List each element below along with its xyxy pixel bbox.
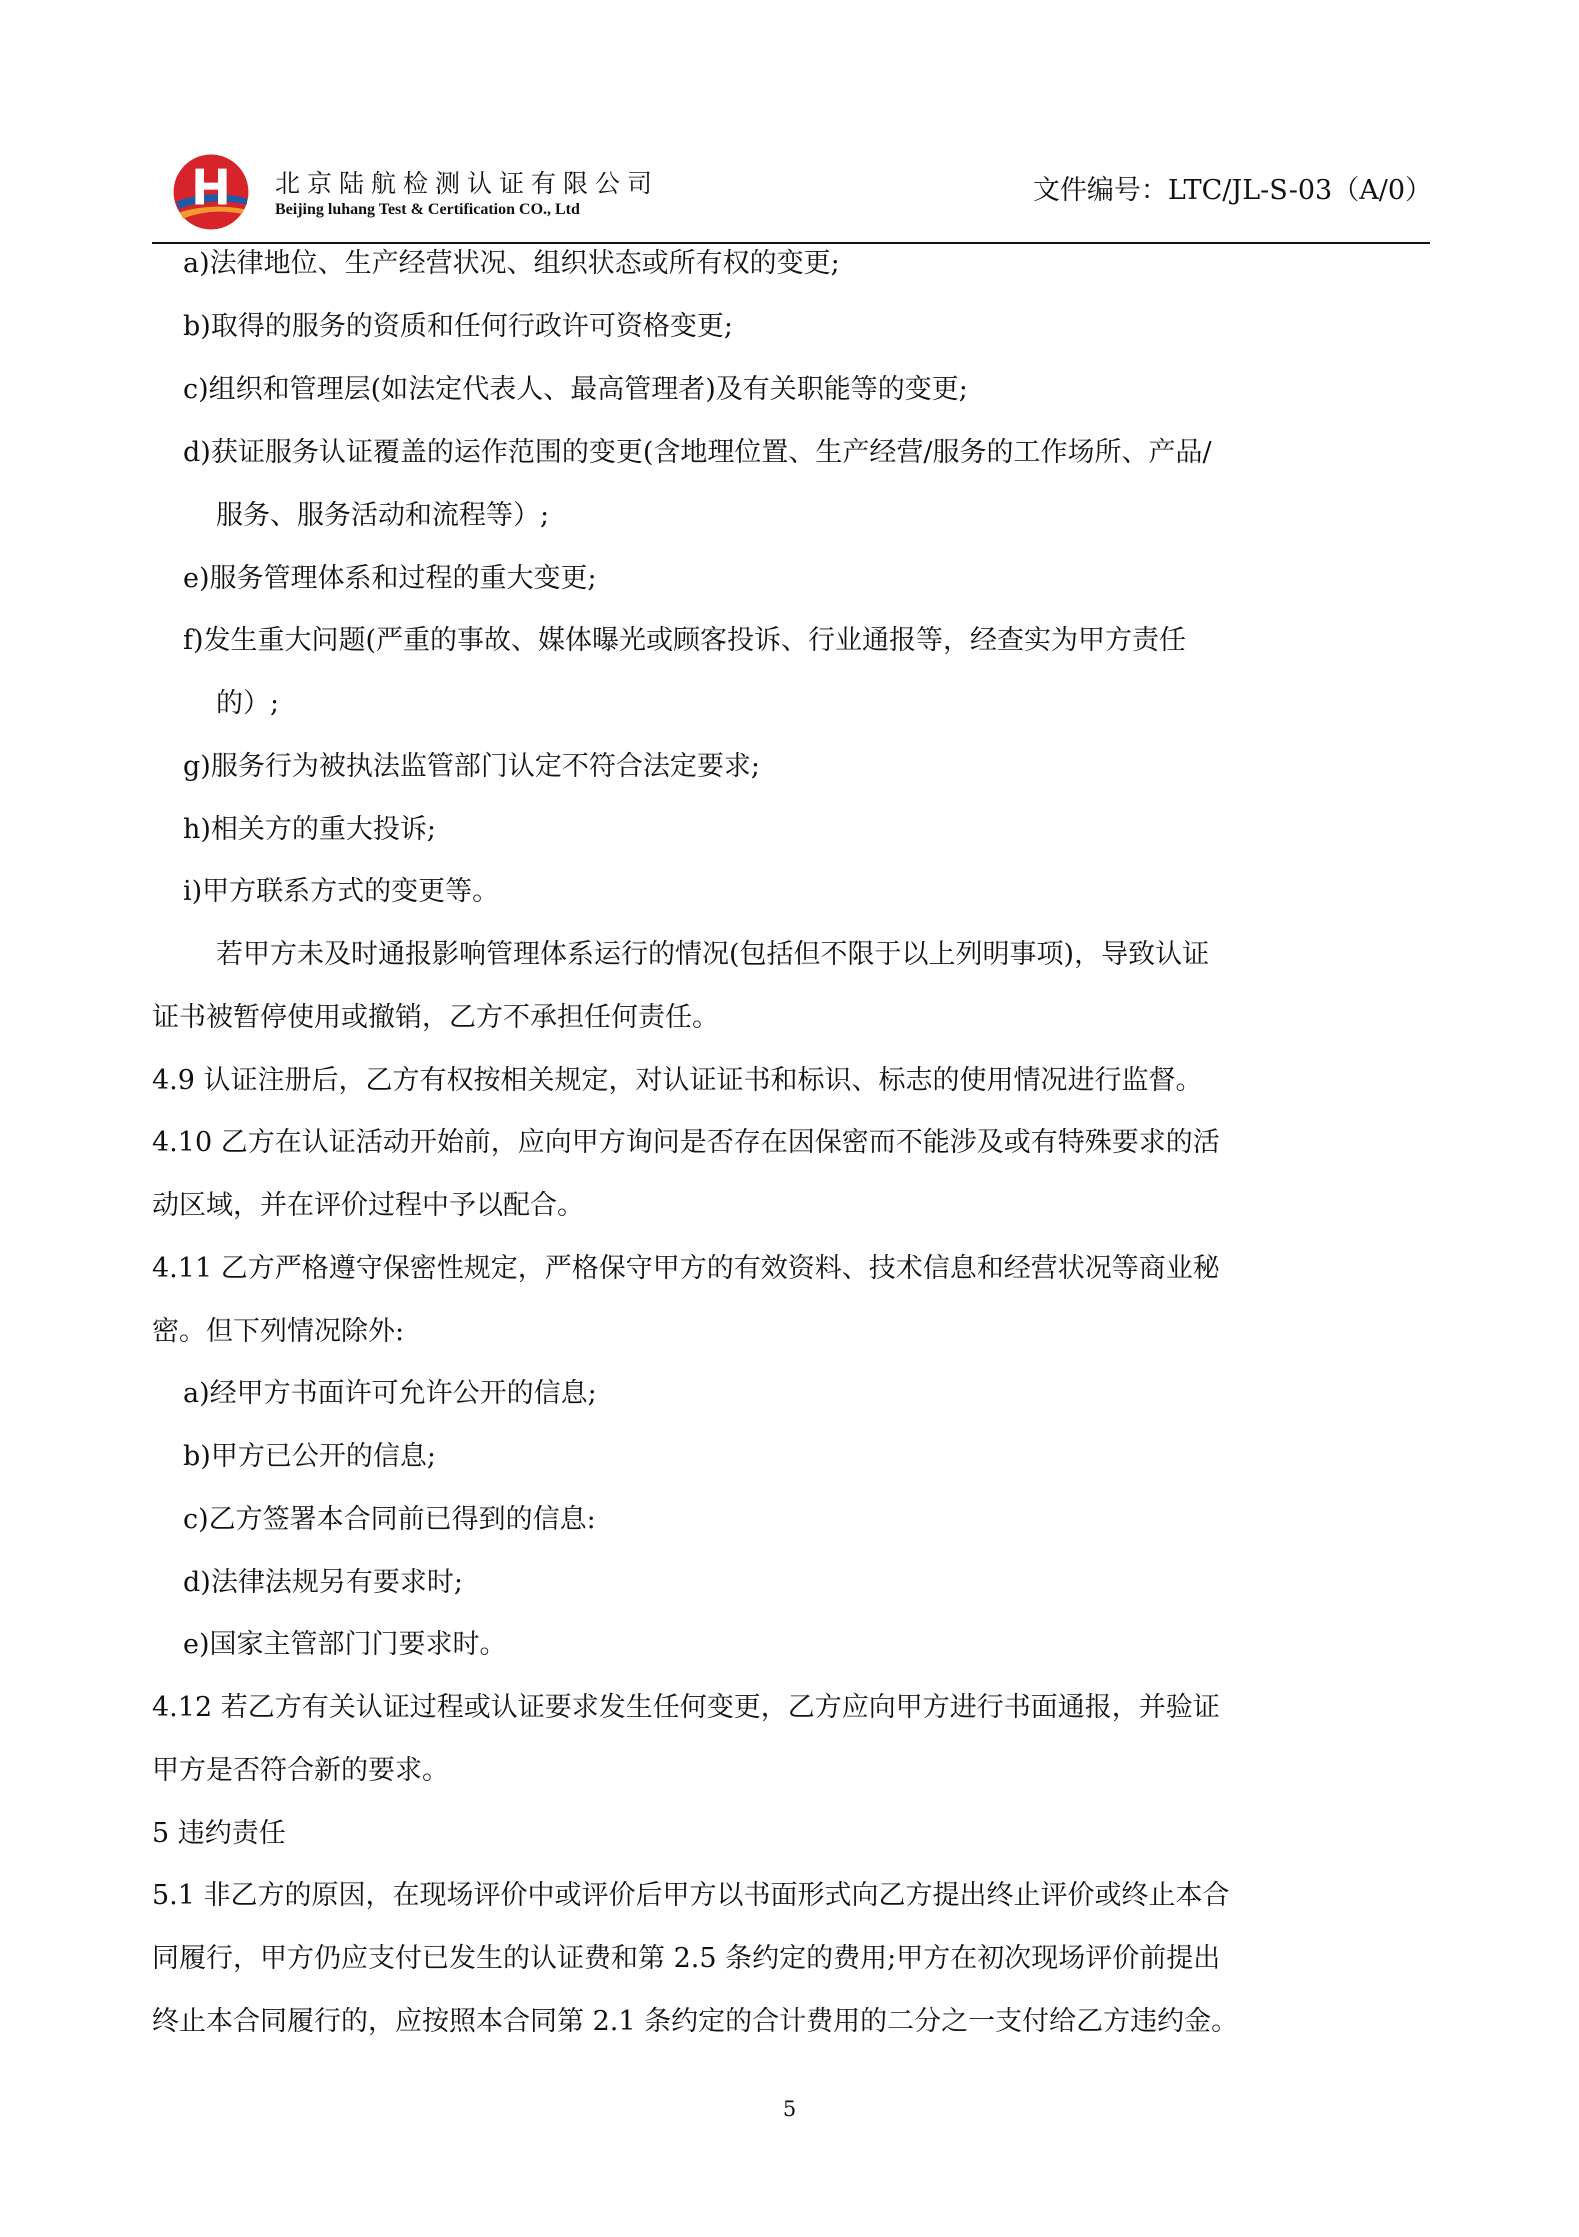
company-name-en: Beijing luhang Test & Certification CO., Ltd — [275, 201, 580, 218]
body-line: 密。但下列情况除外: — [152, 1316, 405, 1347]
body-line: 的）; — [216, 688, 280, 719]
body-line: 动区域，并在评价过程中予以配合。 — [152, 1190, 584, 1221]
body-line: i)甲方联系方式的变更等。 — [183, 876, 500, 907]
body-line: 服务、服务活动和流程等）; — [216, 500, 550, 531]
body-line: d)法律法规另有要求时; — [183, 1567, 463, 1598]
body-line: 4.10 乙方在认证活动开始前，应向甲方询问是否存在因保密而不能涉及或有特殊要求的活 — [152, 1127, 1220, 1158]
body-line: 终止本合同履行的，应按照本合同第 2.1 条约定的合计费用的二分之一支付给乙方违约金。 — [152, 2006, 1239, 2037]
header-divider — [152, 242, 1430, 244]
body-line: b)取得的服务的资质和任何行政许可资格变更; — [183, 311, 733, 342]
company-name-cn: 北京陆航检测认证有限公司 — [275, 169, 660, 198]
body-line: g)服务行为被执法监管部门认定不符合法定要求; — [183, 751, 760, 782]
body-line: 4.11 乙方严格遵守保密性规定，严格保守甲方的有效资料、技术信息和经营状况等商业秘 — [152, 1253, 1220, 1284]
body-line: 4.9 认证注册后，乙方有权按相关规定，对认证证书和标识、标志的使用情况进行监督。 — [152, 1065, 1203, 1096]
body-line: d)获证服务认证覆盖的运作范围的变更(含地理位置、生产经营/服务的工作场所、产品/ — [183, 437, 1212, 468]
body-line: a)法律地位、生产经营状况、组织状态或所有权的变更; — [183, 248, 840, 279]
company-logo-icon — [172, 153, 250, 231]
body-line: e)国家主管部门门要求时。 — [183, 1629, 507, 1660]
body-line: 同履行，甲方仍应支付已发生的认证费和第 2.5 条约定的费用;甲方在初次现场评价前提出 — [152, 1943, 1221, 1974]
body-line: 甲方是否符合新的要求。 — [152, 1755, 449, 1786]
body-line: b)甲方已公开的信息; — [183, 1441, 436, 1472]
body-line: 4.12 若乙方有关认证过程或认证要求发生任何变更，乙方应向甲方进行书面通报，并验证 — [152, 1692, 1220, 1723]
body-line: e)服务管理体系和过程的重大变更; — [183, 563, 597, 594]
body-line: 证书被暂停使用或撤销，乙方不承担任何责任。 — [152, 1002, 719, 1033]
page-number: 5 — [782, 2097, 797, 2121]
body-line: 5.1 非乙方的原因，在现场评价中或评价后甲方以书面形式向乙方提出终止评价或终止本合 — [152, 1880, 1230, 1911]
body-line: c)组织和管理层(如法定代表人、最高管理者)及有关职能等的变更; — [183, 374, 968, 405]
body-line: h)相关方的重大投诉; — [183, 814, 437, 845]
body-line: f)发生重大问题(严重的事故、媒体曝光或顾客投诉、行业通报等，经查实为甲方责任 — [183, 625, 1187, 656]
section-heading: 5 违约责任 — [152, 1818, 286, 1849]
document-number: 文件编号：LTC/JL-S-03（A/0） — [1032, 175, 1432, 206]
body-line: c)乙方签署本合同前已得到的信息: — [183, 1504, 596, 1535]
body-line: a)经甲方书面许可允许公开的信息; — [183, 1378, 597, 1409]
body-line: 若甲方未及时通报影响管理体系运行的情况(包括但不限于以上列明事项)，导致认证 — [216, 939, 1210, 970]
